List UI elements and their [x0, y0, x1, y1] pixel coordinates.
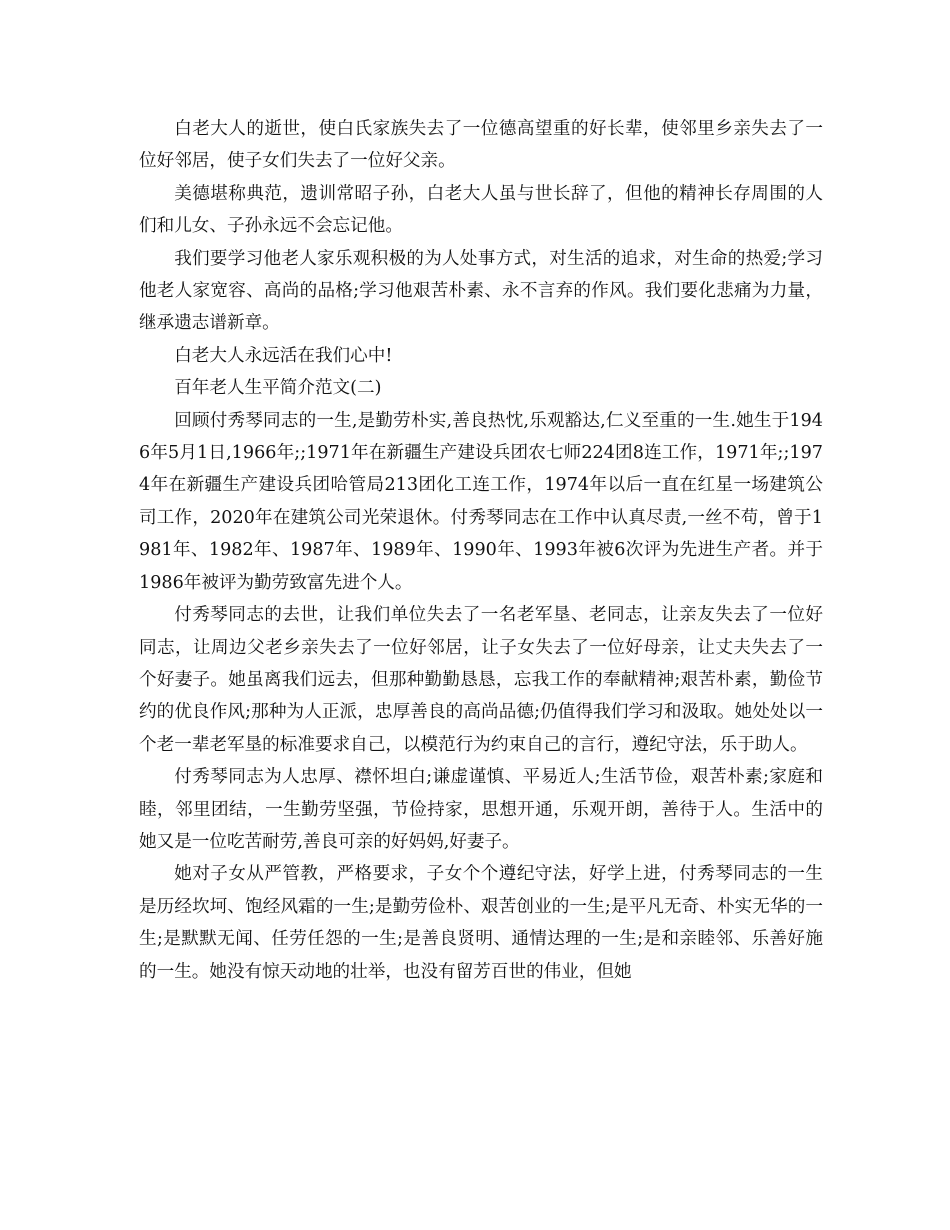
paragraph-family-life: 她对子女从严管教，严格要求，子女个个遵纪守法，好学上进，付秀琴同志的一生是历经坎坷、饱经风霜的一生;是勤劳俭朴、艰苦创业的一生;是平凡无奇、朴实无华的一生;是默默无闻、任劳任怨的一生;是善良贤明、通情达理的一生;是和亲睦邻、乐善好施的一生。她没有惊天动地的壮举，也没有留芳百世的伟业，但她: [139, 864, 823, 982]
paragraph-tribute-intro: 白老大人的逝世，使白氏家族失去了一位德高望重的好长辈，使邻里乡亲失去了一位好邻居，使子女们失去了一位好父亲。: [139, 119, 823, 172]
paragraph-loss: 付秀琴同志的去世，让我们单位失去了一名老军垦、老同志，让亲友失去了一位好同志，让周边父老乡亲失去了一位好邻居，让子女失去了一位好母亲，让丈夫失去了一个好妻子。她虽离我们远去，但那种勤勤恳恳，忘我工作的奉献精神;艰苦朴素，勤俭节约的优良作风;那种为人正派，忠厚善良的高尚品德;仍值得我们学习和汲取。她处处以一个老一辈老军垦的标准要求自己，以模范行为约束自己的言行，遵纪守法，乐于助人。: [139, 605, 823, 755]
paragraph-remembrance: 白老大人永远活在我们心中!: [174, 345, 393, 366]
paragraph-biography: 回顾付秀琴同志的一生,是勤劳朴实,善良热忱,乐观豁达,仁义至重的一生.她生于1946年5月1日,1966年;;1971年在新疆生产建设兵团农七师224团8连工作，1971年;;1974年在新疆生产建设兵团哈管局213团化工连工作，1974年以后一直在红星一场建筑公司工作，2020年在建筑公司光荣退休。付秀琴同志在工作中认真尽责,一丝不苟，曾于1981年、1982年、1987年、1989年、1990年、1993年被6次评为先进生产者。并于1986年被评为勤劳致富先进个人。: [139, 410, 823, 593]
paragraph-virtue: 美德堪称典范，遗训常昭子孙，白老大人虽与世长辞了，但他的精神长存周围的人们和儿女、子孙永远不会忘记他。: [139, 183, 823, 237]
section-heading: 百年老人生平简介范文(二): [174, 378, 382, 399]
paragraph-character: 付秀琴同志为人忠厚、襟怀坦白;谦虚谨慎、平易近人;生活节俭，艰苦朴素;家庭和睦，邻里团结，一生勤劳坚强，节俭持家，思想开通，乐观开朗，善待于人。生活中的她又是一位吃苦耐劳,善良可亲的好妈妈,好妻子。: [139, 767, 823, 852]
document-body: [139, 113, 823, 988]
paragraph-learn-from: 我们要学习他老人家乐观积极的为人处事方式，对生活的追求，对生命的热爱;学习他老人家宽容、高尚的品格;学习他艰苦朴素、永不言弃的作风。我们要化悲痛为力量，继承遗志谱新章。: [139, 248, 823, 334]
